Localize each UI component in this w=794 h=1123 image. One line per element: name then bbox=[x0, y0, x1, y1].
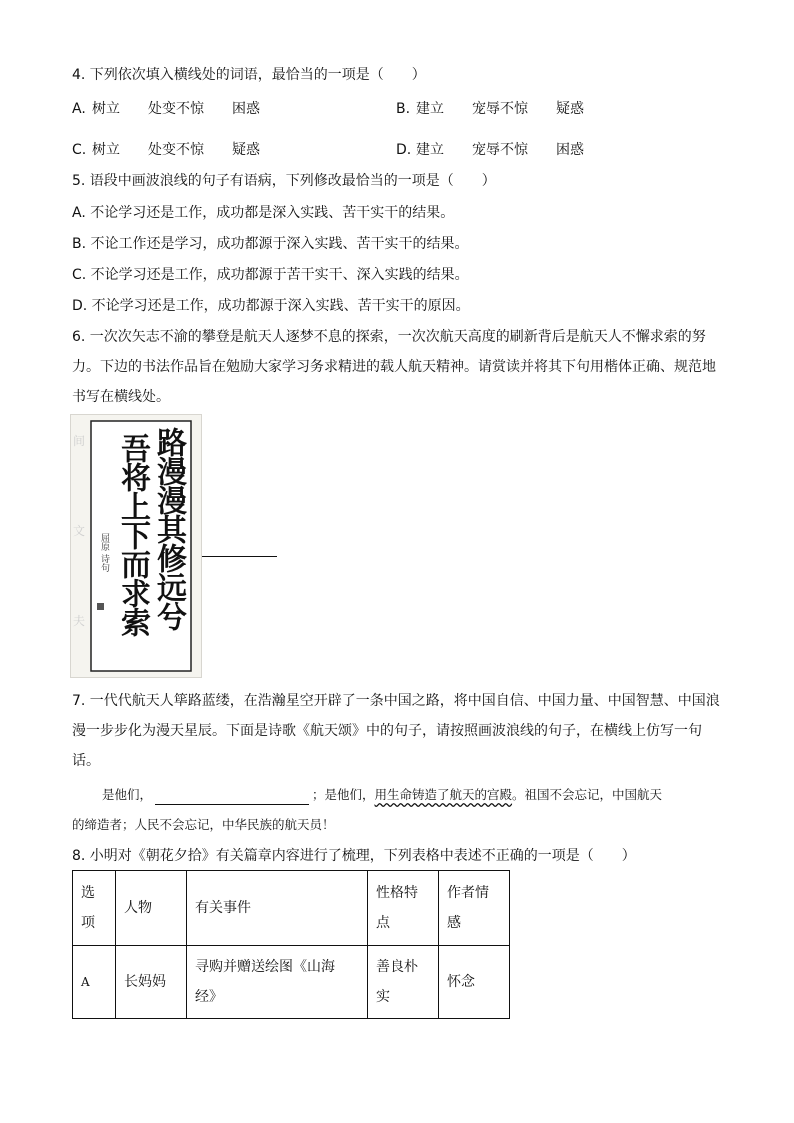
table-header-cell: 作者情 感 bbox=[439, 871, 510, 946]
calligraphy-image bbox=[70, 414, 202, 678]
calligraphy-seal-stamp bbox=[97, 603, 104, 610]
table-header-cell: 选 项 bbox=[73, 871, 116, 946]
q7-text: 7. 一代代航天人筚路蓝缕，在浩瀚星空开辟了一条中国之路，将中国自信、中国力量、中国智慧、中国浪漫一步步化为漫天星辰。下面是诗歌《航天颂》中的句子，请按照画波浪线的句子，在横线上仿写一句话。 bbox=[72, 693, 720, 769]
svg-text:文: 文 bbox=[73, 524, 86, 538]
q7-poem-line2: 的缔造者；人民不会忘记，中华民族的航天员！ bbox=[72, 817, 335, 832]
calligraphy-signature: 屈原 诗句 bbox=[99, 533, 109, 572]
q5-option-c: C. 不论学习还是工作，成功都源于苦干实干、深入实践的结果。 bbox=[72, 267, 469, 283]
q7-poem-b: ；是他们， bbox=[312, 787, 375, 802]
table-cell: 怀念 bbox=[439, 946, 510, 1019]
q4-option-b: B. 建立 宠辱不惊 疑惑 bbox=[396, 101, 584, 117]
calligraphy-column-1: 路漫漫其修远兮 bbox=[151, 427, 186, 630]
q7-poem-a: 是他们， bbox=[102, 787, 153, 802]
q5-stem: 5. 语段中画波浪线的句子有语病，下列修改最恰当的一项是（ ） bbox=[72, 173, 496, 189]
table-cell: 善良朴 实 bbox=[368, 946, 439, 1019]
q5-option-a: A. 不论学习还是工作，成功都是深入实践、苦干实干的结果。 bbox=[72, 205, 455, 221]
q7-wavy-sentence: 用生命铸造了航天的宫殿 bbox=[374, 787, 513, 802]
table-cell: 寻购并赠送绘图《山海 经》 bbox=[187, 946, 368, 1019]
table-header-cell: 有关事件 bbox=[187, 871, 368, 946]
svg-text:间: 间 bbox=[73, 434, 86, 448]
q4-option-d: D. 建立 宠辱不惊 困惑 bbox=[396, 142, 584, 158]
q7-poem-line1 bbox=[102, 785, 662, 805]
q5-option-d: D. 不论学习还是工作，成功都源于深入实践、苦干实干的原因。 bbox=[72, 298, 470, 314]
q8-table bbox=[72, 870, 510, 1019]
table-cell: 长妈妈 bbox=[116, 946, 187, 1019]
q6-text: 6. 一次次矢志不渝的攀登是航天人逐梦不息的探索，一次次航天高度的刷新背后是航天人不懈求索的努力。下边的书法作品旨在勉励大家学习务求精进的载人航天精神。请赏读并将其下句用楷体正确、规范地书写在横线处。 bbox=[72, 329, 716, 405]
q6-answer-blank[interactable] bbox=[202, 556, 277, 557]
table-header-cell: 人物 bbox=[116, 871, 187, 946]
q7-poem-c: 。祖国不会忘记，中国航天 bbox=[512, 787, 663, 802]
q5-option-b: B. 不论工作还是学习，成功都源于深入实践、苦干实干的结果。 bbox=[72, 236, 469, 252]
q4-option-a: A. 树立 处变不惊 困惑 bbox=[72, 101, 260, 117]
q8-stem: 8. 小明对《朝花夕拾》有关篇章内容进行了梳理，下列表格中表述不正确的一项是（ ） bbox=[72, 848, 636, 864]
q4-stem: 4. 下列依次填入横线处的词语，最恰当的一项是（ ） bbox=[72, 67, 426, 83]
table-cell: A bbox=[73, 946, 116, 1019]
table-row bbox=[73, 946, 510, 1019]
table-header-cell: 性格特 点 bbox=[368, 871, 439, 946]
table-header-row bbox=[73, 871, 510, 946]
calligraphy-column-2: 吾将上下而求索 bbox=[115, 433, 150, 636]
svg-text:夫: 夫 bbox=[73, 614, 86, 628]
q4-option-c: C. 树立 处变不惊 疑惑 bbox=[72, 142, 260, 158]
q7-answer-blank[interactable] bbox=[155, 790, 309, 805]
